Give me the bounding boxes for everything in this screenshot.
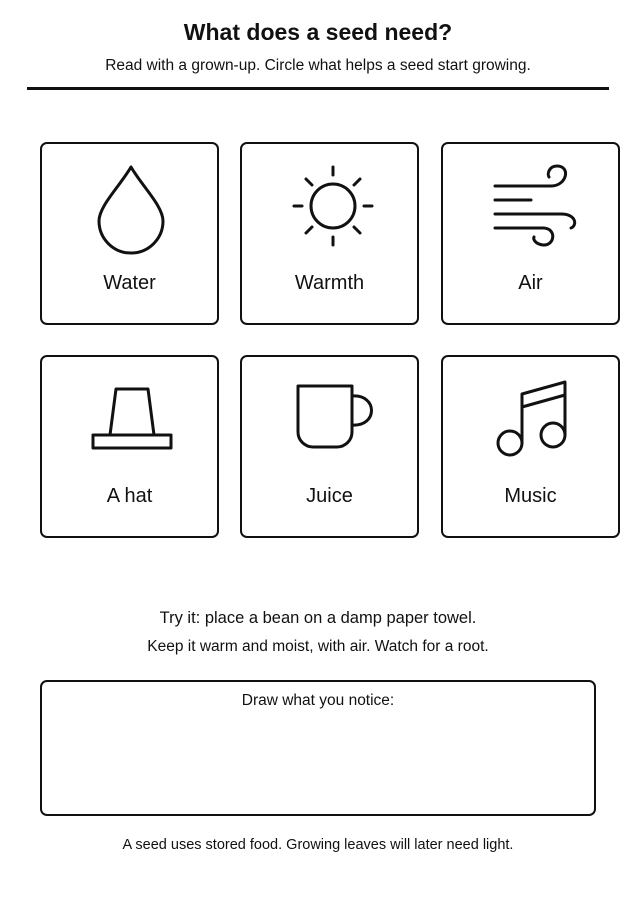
choice-label: Air [518,272,543,294]
sun-icon [242,144,421,274]
footer-note: A seed uses stored food. Growing leaves will later need light. [122,837,514,853]
choice-card-juice[interactable] [240,355,419,538]
instructions: Read with a grown-up. Circle what helps a seed start growing. [105,57,531,74]
choice-card-warmth[interactable] [240,142,419,325]
wind-icon [443,144,622,274]
header-divider [27,87,609,90]
choice-label: A hat [106,485,153,507]
try-it-instruction: Try it: place a bean on a damp paper towel. [159,609,477,627]
drawing-area[interactable] [40,680,596,816]
drawing-area-label: Draw what you notice: [241,692,395,709]
music-note-icon [443,357,622,487]
choice-card-water[interactable] [40,142,219,325]
choice-card-music[interactable] [441,355,620,538]
cup-icon [242,357,421,487]
choice-card-hat[interactable] [40,355,219,538]
choice-label: Water [103,272,156,294]
keep-it-instruction: Keep it warm and moist, with air. Watch for a root. [147,638,489,655]
water-drop-icon [42,144,221,274]
choice-label: Warmth [294,272,365,294]
choice-label: Music [504,485,557,507]
hat-icon [42,357,221,487]
choice-label: Juice [306,485,353,507]
choice-card-air[interactable] [441,142,620,325]
page-title: What does a seed need? [183,19,453,45]
